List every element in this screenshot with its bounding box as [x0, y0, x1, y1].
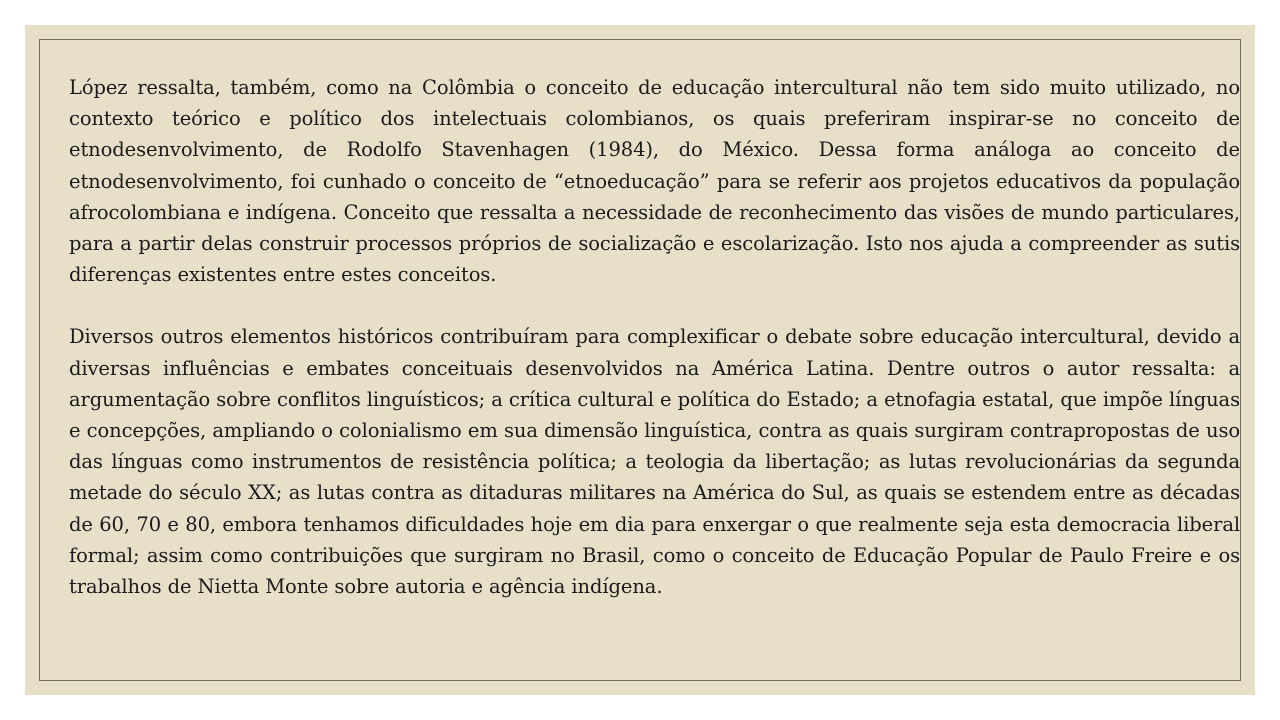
paragraph-1: López ressalta, também, como na Colômbia o conceito de educação intercultural não tem sido muito utilizado, no contexto teórico e político dos intelectuais colombianos, os quais preferiram inspirar-se no conceito de etnodesenvolvimento, de Rodolfo Stavenhagen (1984), do México. Dessa forma análoga ao conceito de etnodesenvolvimento, foi cunhado o conceito de “etnoeducação” para se referir aos projetos educativos da população afrocolombiana e indígena. Conceito que ressalta a necessidade de reconhecimento das visões de mundo particulares, para a partir delas construir processos próprios de socialização e escolarização. Isto nos ajuda a compreender as sutis diferenças existentes entre estes conceitos. [69, 76, 1240, 287]
text-body [69, 72, 1240, 602]
slide [25, 25, 1255, 695]
paragraph-2: Diversos outros elementos históricos contribuíram para complexificar o debate sobre educação intercultural, devido a diversas influências e embates conceituais desenvolvidos na América Latina. Dentre outros o autor ressalta: a argumentação sobre conflitos linguísticos; a crítica cultural e política do Estado; a etnofagia estatal, que impõe línguas e concepções, ampliando o colonialismo em sua dimensão linguística, contra as quais surgiram contrapropostas de uso das línguas como instrumentos de resistência política; a teologia da libertação; as lutas revolucionárias da segunda metade do século XX; as lutas contra as ditaduras militares na América do Sul, as quais se estendem entre as décadas de 60, 70 e 80, embora tenhamos dificuldades hoje em dia para enxergar o que realmente seja esta democracia liberal formal; assim como contribuições que surgiram no Brasil, como o conceito de Educação Popular de Paulo Freire e os trabalhos de Nietta Monte sobre autoria e agência indígena. [69, 325, 1240, 599]
